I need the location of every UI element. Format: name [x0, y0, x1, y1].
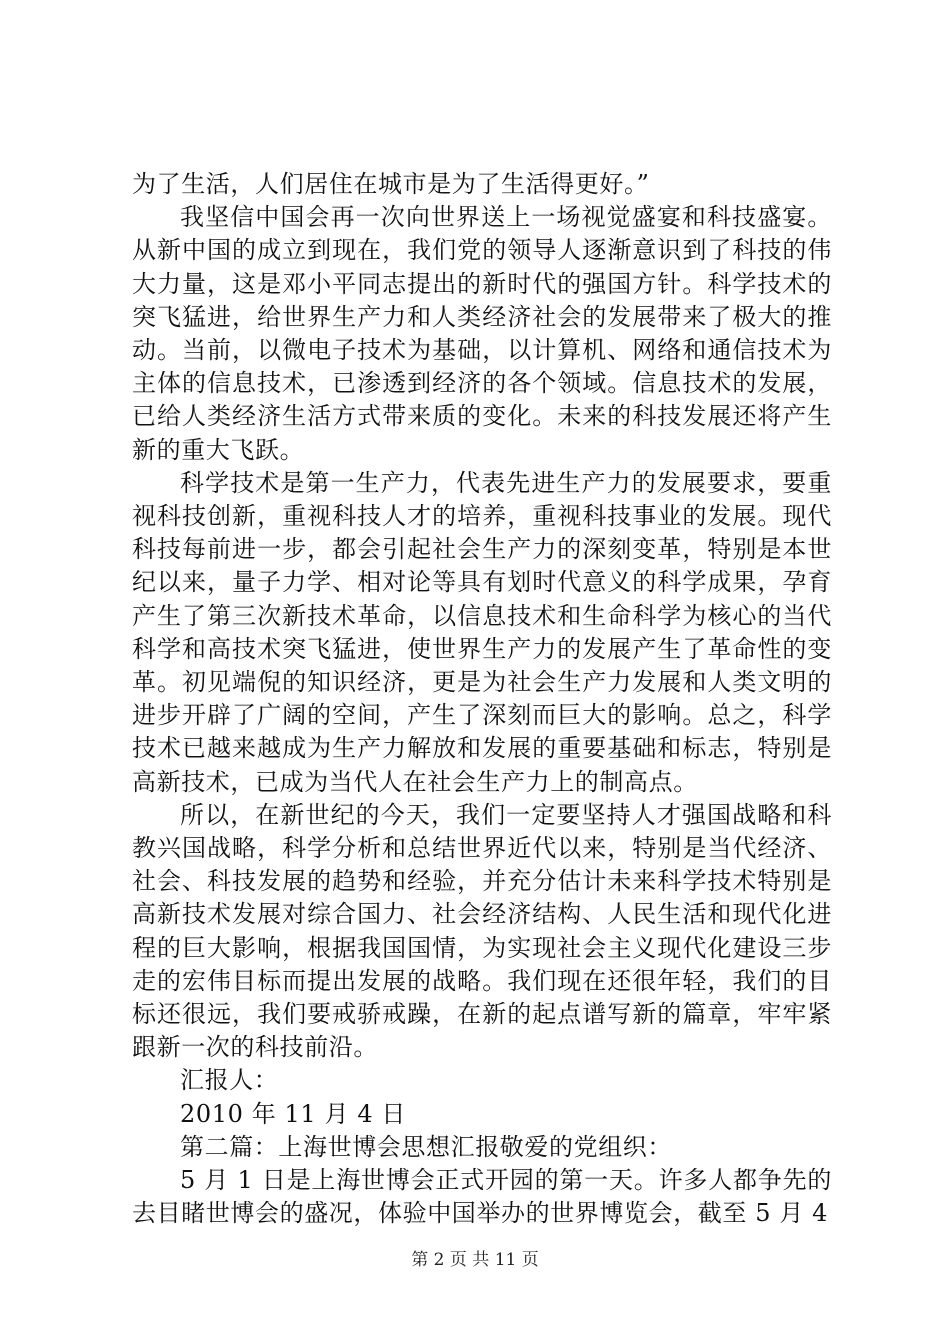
document-body — [132, 168, 832, 1231]
paragraph-productivity: 科学技术是第一生产力，代表先进生产力的发展要求，要重视科技创新，重视科技人才的培养，重视科技事业的发展。现代科技每前进一步，都会引起社会生产力的深刻变革，特别是本世纪以来，量子力学、相对论等具有划时代意义的科学成果，孕育产生了第三次新技术革命，以信息技术和生命科学为核心的当代科学和高技术突飞猛进，使世界生产力的发展产生了革命性的变革。初见端倪的知识经济，更是为社会生产力发展和人类文明的进步开辟了广阔的空间，产生了深刻而巨大的影响。总之，科学技术已越来越成为生产力解放和发展的重要基础和标志，特别是高新技术，已成为当代人在社会生产力上的制高点。 — [132, 468, 832, 796]
section-heading: 第二篇：上海世博会思想汇报敬爱的党组织： — [180, 1132, 672, 1161]
reporter-line: 汇报人： — [180, 1066, 279, 1095]
page-footer: 第 2 页 共 11 页 — [411, 1250, 539, 1270]
paragraph-tech-feast: 我坚信中国会再一次向世界送上一场视觉盛宴和科技盛宴。从新中国的成立到现在，我们党的领导人逐渐意识到了科技的伟大力量，这是邓小平同志提出的新时代的强国方针。科学技术的突飞猛进，给世界生产力和人类经济社会的发展带来了极大的推动。当前，以微电子技术为基础，以计算机、网络和通信技术为主体的信息技术，已渗透到经济的各个领域。信息技术的发展，已给人类经济生活方式带来质的变化。未来的科技发展还将产生新的重大飞跃。 — [132, 203, 832, 464]
paragraph-strategy: 所以，在新世纪的今天，我们一定要坚持人才强国战略和科教兴国战略，科学分析和总结世界近代以来，特别是当代经济、社会、科技发展的趋势和经验，并充分估计未来科学技术特别是高新技术发展对综合国力、社会经济结构、人民生活和现代化进程的巨大影响，根据我国国情，为实现社会主义现代化建设三步走的宏伟目标而提出发展的战略。我们现在还很年轻，我们的目标还很远，我们要戒骄戒躁，在新的起点谱写新的篇章，牢牢紧跟新一次的科技前沿。 — [132, 800, 832, 1062]
date-line: 2010 年 11 月 4 日 — [180, 1099, 407, 1128]
paragraph-expo-opening: 5 月 1 日是上海世博会正式开园的第一天。许多人都争先的去目睹世博会的盛况，体验中国举办的世界博览会，截至 5 月 4 — [132, 1166, 832, 1228]
paragraph-continuation: 为了生活，人们居住在城市是为了生活得更好。” — [132, 170, 650, 198]
